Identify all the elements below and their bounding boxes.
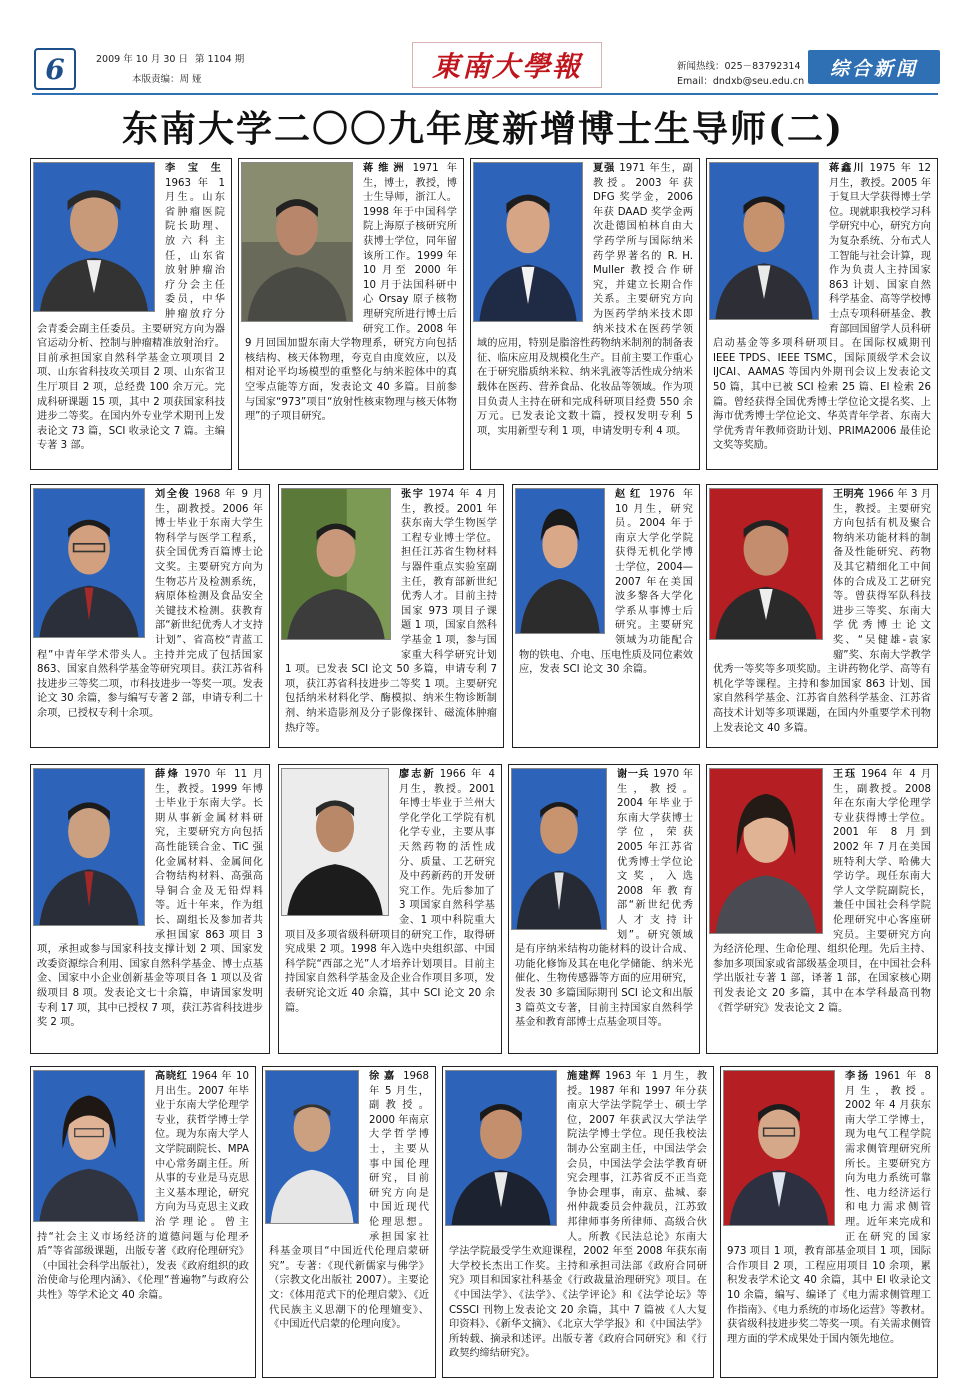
portrait-photo <box>723 1070 835 1226</box>
profile-card <box>30 484 270 748</box>
profile-name: 蒋维洲 <box>363 163 409 174</box>
profile-card <box>508 764 700 1054</box>
profile-bio: 1963 年 1 月生，教授。1987 年和 1997 年分获南京大学法学院学士、硕士学位，2007 年获武汉大学法学院法学博士学位。现任我校法制办公室副主任，中国法学会会员，中国法学会法学教育研究会理事，江苏省反不正当竞争协会理事，南京、盐城、泰州仲裁委员会仲裁员，江苏致邦律师事务所律师、高级合伙人。所教《民法总论》东南大学法学院最受学生欢迎课程，2002 年至 2008 年获东南大学校长杰出工作奖。主持和承担司法部《政府合同研究》项目和国家社科基金《行政裁量治理研究》项目。在《中国法学》、《法学》、《法学评论》和《法学论坛》等 CSSCI 刊物上发表论文 20 余篇，其中 7 篇被《人大复印资料》、《新华文摘》、《北京大学学报》和《中国法学》所转载、摘录和述评。出版专著《政府合同研究》和《行政契约缔结研究》。 <box>449 1071 708 1360</box>
profile-card <box>706 158 938 470</box>
profile-card <box>706 764 938 1054</box>
masthead <box>32 40 938 90</box>
profile-name: 张宇 <box>401 489 425 500</box>
profile-card <box>30 764 270 1054</box>
profile-bio: 1971 年生，副教授。2003 年获 DFG 奖学金，2006 年获 DAAD 奖学金两次赴德国柏林自由大学药学所与国际纳米药学界著名的 R. H. Muller 教授合作研究，并建立长期合作关系。主要研究方向为医药学纳米技术即纳米技术在医药学领域的应用，特别是脂溶性药物纳米制剂的制备表征、临床应用及规模化生产。目前主要工作重心在于研究脂质纳米粒、纳米乳液等活性成分纳米载体在医药、营养食品、化妆品等领域。作为项目负责人主持在研和完成科研项目经费 550 余万元。已发表论文数十篇，授权发明专利 5 项，实用新型专利 1 项，申请发明专利 4 项。 <box>477 163 693 437</box>
profile-bio: 1966 年 4 月生，教授。2001 年博士毕业于兰州大学化学化工学院有机化学专业，主要从事天然药物的活性成分、质量、工艺研究及中药新药的开发研究工作。先后参加了 3 项国家自然科学基金、1 项中科院重大项目及多项省级科研项目的研究工作，取得研究成果 2 项。1998 年入选中央组织部、中国科学院“西部之光”人才培养计划项目。目前主持国家自然科学基金及企业合作项目多项，发表研究论文近 40 余篇，其中 SCI 论文 20 余篇。 <box>285 769 496 1014</box>
portrait-photo <box>265 1070 359 1224</box>
profile-card <box>512 484 700 748</box>
profile-bio: 1963 年 1 月生。山东省肿瘤医院院长助理、放六科主任，山东省放射肿瘤治疗分会主任委员，中华肿瘤放疗分会青委会副主任委员。主要研究方向为器官运动分析、控制与肿瘤精准放射治疗。目前承担国家自然科学基金立项项目 2 项、山东省科技攻关项目 2 项、山东省卫生厅项目 2 项，总经费 100 余万元。完成科研课题 15 项，其中 2 项获国家科技进步二等奖。在国内外专业学术期刊上发表论文 73 篇，SCI 收录论文 7 篇。主编专著 3 部。 <box>37 177 225 452</box>
portrait-photo <box>511 768 607 930</box>
profile-name: 王珏 <box>833 769 858 780</box>
issue-number: 第 1104 期 <box>195 54 245 65</box>
profile-name: 施建辉 <box>567 1071 602 1082</box>
profile-card <box>706 484 938 748</box>
profile-bio: 1961 年 8 月生，教授。2002 年 4 月获东南大学工学博士，现为电气工程学院需求侧管理研究所所长。主要研究方向为电力系统可靠性、电力经济运行和电力需求侧管理。近年来完成和正在研究的国家 973 项目 1 项，教育部基金项目 1 项，国际合作项目 2 项，工程应用项目 10 余项，累积发表学术论文 40 余篇，其中 EI 收录论文 10 余篇，编写、编译了《电力需求侧管理工作指南》、《电力系统的市场化运营》等教材。获省级科技进步奖二等奖一项。有关需求侧管理方面的学术成果处于国内领先地位。 <box>727 1071 932 1345</box>
profile-name: 谢一兵 <box>617 769 650 780</box>
profile-card <box>30 1066 256 1378</box>
portrait-photo <box>281 488 391 640</box>
profile-card <box>720 1066 938 1378</box>
profile-card <box>278 484 504 748</box>
portrait-photo <box>709 488 823 640</box>
portrait-photo <box>445 1070 557 1226</box>
profile-bio: 1970 年 11 月生，教授。1999 年博士毕业于东南大学。长期从事新金属材料研究，主要研究方向包括高性能镁合金、TiC 强化金属材料、金属间化合物结构材料、高强高导铜合金及无铅焊料等。近十年来，作为组长、副组长及参加者共承担国家 863 项目 3 项，承担或参与国家科技支撑计划 2 项、国家发改委资源综合利用、国家自然科学基金、博士点基金、国家中小企业创新基金等项目各 1 项以及省级项目 8 项。发表论文七十余篇，申请国家发明专利 17 项，其中已授权 7 项，获江苏省科技进步奖 2 项。 <box>37 769 264 1029</box>
news-hotline: 新闻热线：025－83792314 <box>677 61 801 72</box>
section-label: 综合新闻 <box>808 50 940 84</box>
editor-credit: 本版责编：周 娅 <box>132 74 202 85</box>
profile-name: 王明亮 <box>833 489 864 500</box>
issue-date: 2009 年 10 月 30 日 <box>96 54 188 65</box>
profile-bio: 1964 年 10 月出生。2007 年毕业于东南大学伦理学专业，获哲学博士学位。现为东南大学人文学院副院长、MPA 中心常务副主任。所从事的专业是马克思主义基本理论，研究方向为马克思主义政治学理论。曾主持“社会主义市场经济的道德问题与伦理矛盾”等省部级课题，出版专著《政府伦理研究》（中国社会科学出版社），发表《政府组织的政治使命与伦理内涵》、《伦理“普遍物”与政府公共性》等学术论文 40 余篇。 <box>37 1071 249 1301</box>
profile-bio: 1971 年生，博士，教授，博士生导师，浙江人。1998 年于中国科学院上海原子核研究所获博士学位，同年留该所工作。1999 年 10 月至 2000 年 10 月于法国科研中心 Orsay 原子核物理研究所进行博士后研究工作。2008 年 9 月回国加盟东南大学物理系，研究方向包括核结构、核天体物理，夸克自由度效应，以及相对论平均场模型的重整化与纳米腔体中的真空零点能等方面，发表论文 40 多篇。目前参与国家“973”项目“放射性核束物理与核天体物理”的子项目研究。 <box>245 163 457 423</box>
portrait-photo <box>33 162 155 312</box>
profile-card <box>262 1066 436 1378</box>
profile-card <box>470 158 700 470</box>
contact-email: Email：dndxb@seu.edu.cn <box>677 76 805 87</box>
profile-name: 李宝生 <box>165 163 221 174</box>
profile-card <box>238 158 464 470</box>
portrait-photo <box>281 768 389 916</box>
profile-name: 廖志新 <box>399 769 436 780</box>
profile-name: 蒋鑫川 <box>829 163 866 174</box>
profile-card <box>278 764 502 1054</box>
portrait-photo <box>33 488 145 638</box>
portrait-photo <box>515 488 605 634</box>
newspaper-logo: 東南大學報 <box>412 42 602 88</box>
page-headline: 东南大学二〇〇九年度新增博士生导师(二) <box>121 108 845 150</box>
profile-bio: 1975 年 12 月生，教授。2005 年于复旦大学获得博士学位。现就职我校学习科学研究中心，研究方向为复杂系统、分布式人工智能与社会计算，现作为负责人主持国家 863 计划、国家自然科学基金、高等学校博士点专项科研基金、教育部回国留学人员科研启动基金等多项科研项目。在国际权威期刊 IEEE TPDS、IEEE TSMC，国际顶级学术会议 IJCAI、AAMAS 等国内外期刊会议上发表论文 50 篇，其中已被 SCI 检索 25 篇、EI 检索 26 篇。曾经获得全国优秀博士学位论文提名奖、上海市优秀博士学位论文、华英青年学者、东南大学优秀青年教师资助计划、PRIMA2006 最佳论文奖等奖励。 <box>713 163 931 452</box>
profile-bio: 1970 年生，教授。2004 年毕业于东南大学获博士学位，荣获 2005 年江苏省优秀博士学位论文奖，入选 2008 年教育部“新世纪优秀人才支持计划”。研究领域是有序纳米结构功能材料的设计合成、功能化修饰及其在电化学储能、纳米光催化、生物传感器等方面的应用研究，发表 30 多篇国际期刊 SCI 论文和出版 3 篇英文专著，目前主持国家自然科学基金和教育部博士点基金项目等。 <box>515 769 693 1029</box>
profile-name: 李扬 <box>845 1071 871 1082</box>
profile-card <box>442 1066 714 1378</box>
profile-bio: 1964 年 4 月生，副教授。2008 年在东南大学伦理学专业获得博士学位。2001 年 8 月到 2002 年 7 月在美国班特利大学、哈佛大学访学。现任东南大学人文学院副院长，兼任中国社会科学院伦理研究中心客座研究员。主要研究方向为经济伦理、生命伦理、组织伦理。先后主持、参加多项国家或省部级基金项目，在中国社会科学出版社专著 1 部，译著 1 部，在国家核心期刊发表论文 20 多篇，其中在本学科最高刊物《哲学研究》发表论文 2 篇。 <box>713 769 932 1014</box>
profile-card <box>30 158 232 470</box>
portrait-photo <box>473 162 583 322</box>
portrait-photo <box>33 1070 145 1222</box>
profile-bio: 1974 年 4 月生，教授。2001 年获东南大学生物医学工程专业博士学位。担任江苏省生物材料与器件重点实验室副主任，教育部新世纪优秀人才。目前主持国家 973 项目子课题 1 项，国家自然科学基金 1 项，参与国家重大科学研究计划 1 项。已发表 SCI 论文 50 多篇，申请专利 7 项，获江苏省科技进步二等奖 1 项。主要研究包括纳米材料化学、酶模拟、纳米生物诊断制剂、纳米造影剂及分子影像探针、磁流体肿瘤热疗等。 <box>285 489 498 734</box>
profile-name: 刘全俊 <box>155 489 191 500</box>
profile-name: 薛烽 <box>155 769 181 780</box>
portrait-photo <box>709 768 823 934</box>
portrait-photo <box>33 768 145 926</box>
profile-name: 高晓红 <box>155 1071 188 1082</box>
portrait-photo <box>241 162 353 322</box>
masthead-divider <box>32 93 938 95</box>
profile-bio: 1968 年 5 月生，副教授。2000 年南京大学哲学博士，主要从事中国伦理研究，目前研究方向是中国近现代伦理思想。承担国家社科基金项目“中国近代伦理启蒙研究”。专著：《现代新儒家与佛学》（宗教文化出版社 2007）。主要论文：《体用范式下的伦理启蒙》、《近代民族主义思潮下的伦理嬗变》、《中国近代启蒙的伦理向度》。 <box>269 1071 429 1331</box>
profile-name: 夏强 <box>593 163 616 174</box>
profile-name: 徐嘉 <box>369 1071 400 1082</box>
profile-bio: 1976 年 10 月生，研究员。2004 年于南京大学化学院获得无机化学博士学位，2004—2007 年在美国波多黎各大学化学系从事博士后研究。主要研究领域为功能配合物的铁电、介电、压电性质及同位素效应，发表 SCI 论文 30 余篇。 <box>519 489 693 676</box>
profile-bio: 1968 年 9 月生，副教授。2006 年博士毕业于东南大学生物科学与医学工程系，获全国优秀百篇博士论文奖。主要研究方向为生物芯片及检测系统，病原体检测及食品安全关键技术检测。获教育部“新世纪优秀人才支持计划”、省高校“青蓝工程”中青年学术带头人。主持并完成了包括国家 863、国家自然科学基金等研究项目。获江苏省科技进步三等奖二项，市科技进步一等奖一项。发表论文 30 余篇，参与编写专著 2 部，申请专利二十余项，已授权专利十余项。 <box>37 489 263 719</box>
page-number: 6 <box>34 48 76 90</box>
portrait-photo <box>709 162 819 320</box>
profile-bio: 1966 年 3 月生，教授。主要研究方向包括有机及聚合物纳米功能材料的制备及性能研究、药物及其它精细化工中间体的合成及工艺研究等。曾获得军队科技进步三等奖、东南大学优秀博士论文奖、“吴健雄-袁家骝”奖、东南大学教学优秀一等奖等多项奖励。主讲药物化学、高等有机化学等课程。主持和参加国家 863 计划、国家自然科学基金、江苏省自然科学基金、江苏省高技术计划等多项课题，在国内外重要学术刊物上发表论文 40 多篇。 <box>713 489 932 734</box>
profile-name: 赵红 <box>615 489 645 500</box>
